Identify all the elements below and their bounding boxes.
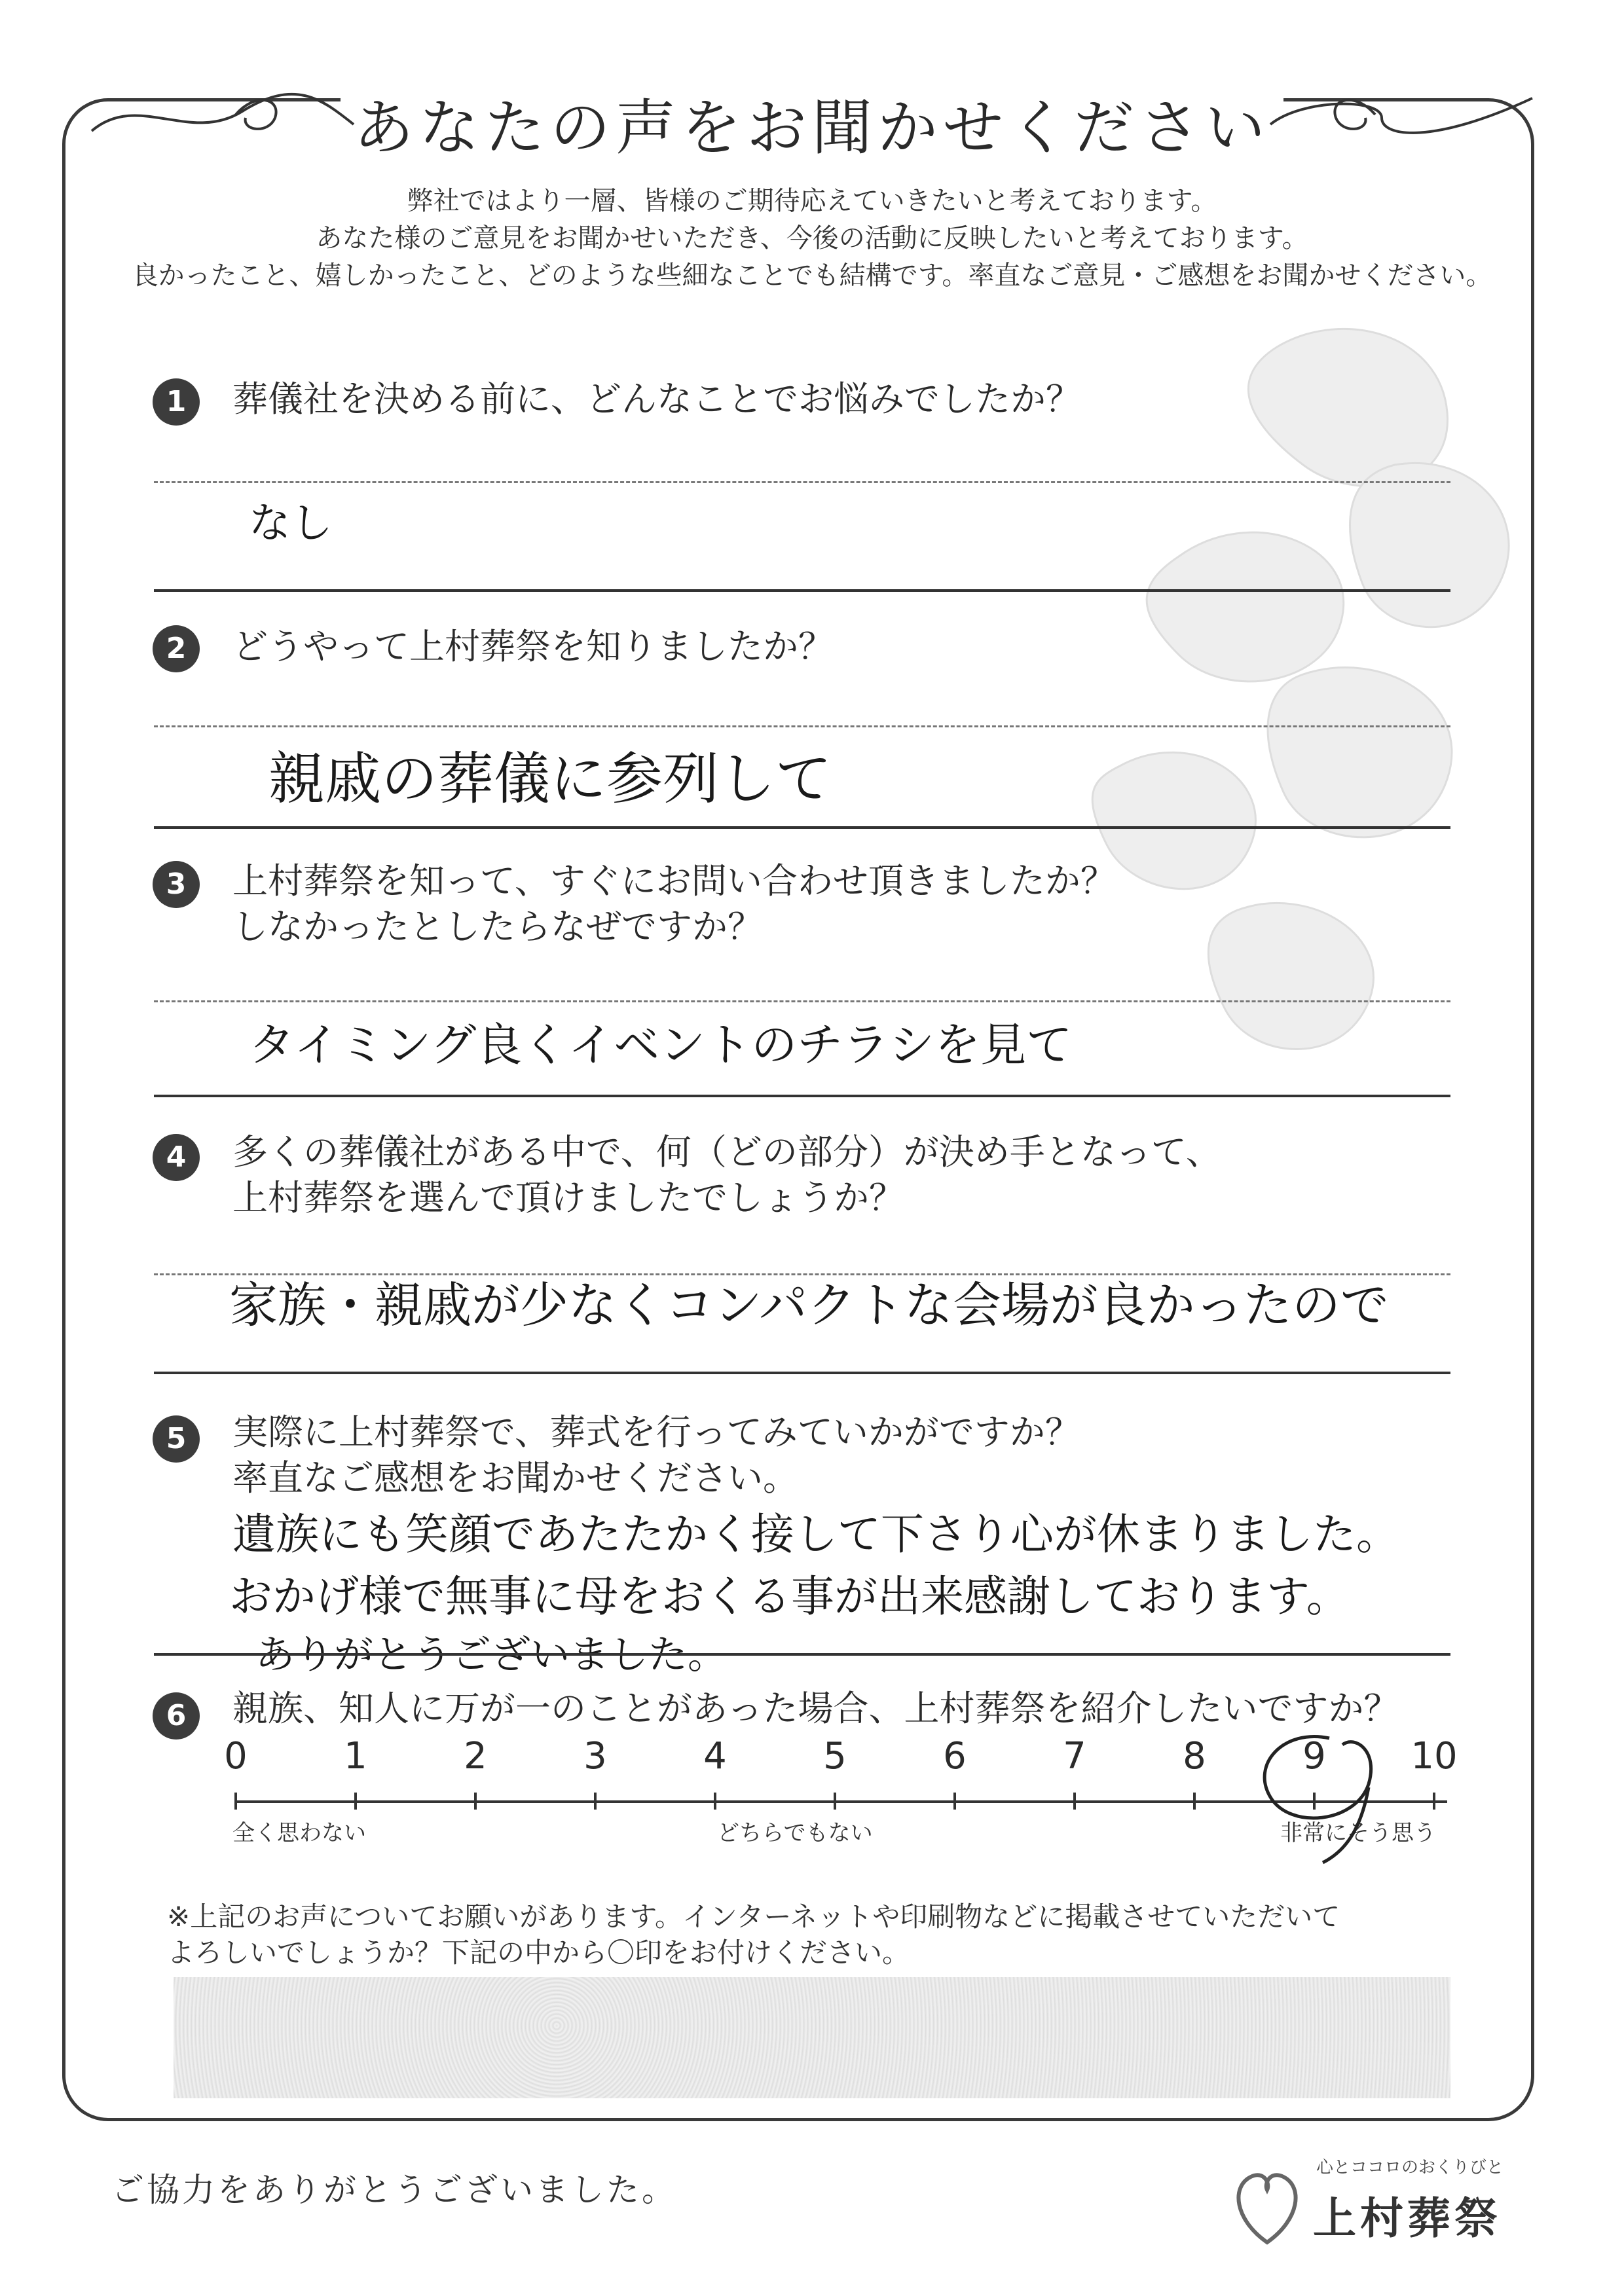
logo-tagline: 心とココロのおくりびと — [1316, 2158, 1504, 2178]
intro-line-2: あなた様のご意見をお聞かせいただき、今後の活動に反映したいと考えております。 — [316, 223, 1308, 253]
question-1-text: 葬儀社を決める前に、どんなことでお悩みでしたか？ — [232, 378, 1081, 420]
section-divider — [154, 1095, 1450, 1097]
question-4-text-line-2: 上村葬祭を選んで頂けましたでしょうか？ — [232, 1177, 904, 1218]
scale-number: 8 — [1183, 1735, 1206, 1777]
scale-tick — [234, 1793, 237, 1810]
intro-line-1: 弊社ではより一層、皆様のご期待応えていきたいと考えております。 — [407, 186, 1217, 216]
answer-guide-line — [154, 725, 1450, 727]
heart-logo-icon — [1228, 2160, 1306, 2252]
question-4-text-line-1: 多くの葬儀社がある中で、何（どの部分）が決め手となって、 — [232, 1131, 1221, 1173]
answer-1-text: なし — [249, 500, 333, 548]
answer-5-line-3: ありがとうございました。 — [255, 1632, 727, 1678]
scale-tick — [1193, 1793, 1196, 1810]
scale-tick — [354, 1793, 357, 1810]
scale-number: 4 — [703, 1735, 727, 1777]
answer-2-text: 親戚の葬儀に参列して — [268, 746, 832, 812]
question-6-text: 親族、知人に万が一のことがあった場合、上村葬祭を紹介したいですか？ — [232, 1688, 1399, 1729]
question-number-4: 4 — [153, 1134, 200, 1181]
scale-tick — [1073, 1793, 1076, 1810]
scale-tick — [834, 1793, 836, 1810]
scale-label-right: 非常にそう思う — [1280, 1820, 1436, 1846]
intro-line-3: 良かったこと、嬉しかったこと、どのような些細なことでも結構です。率直なご意見・ご感想をお聞かせください。 — [132, 261, 1492, 291]
section-divider — [154, 589, 1450, 592]
section-divider — [154, 1372, 1450, 1374]
question-number-5: 5 — [153, 1415, 200, 1463]
answer-guide-line — [154, 1000, 1450, 1002]
scale-tick — [953, 1793, 956, 1810]
consent-note-line-1: ※上記のお声についてお願いがあります。インターネットや印刷物などに掲載させていただいて — [167, 1901, 1340, 1933]
scale-number: 5 — [823, 1735, 847, 1777]
question-number-3: 3 — [153, 861, 200, 908]
scale-label-middle: どちらでもない — [717, 1820, 873, 1846]
scale-number: 6 — [943, 1735, 967, 1777]
scale-number: 10 — [1411, 1735, 1458, 1777]
question-number-2: 2 — [153, 625, 200, 672]
answer-guide-line — [154, 481, 1450, 483]
question-2-text: どうやって上村葬祭を知りましたか？ — [232, 626, 834, 667]
consent-selection-area — [174, 1977, 1450, 2098]
selected-rating-circle — [1244, 1725, 1395, 1876]
scale-tick — [1433, 1793, 1435, 1810]
answer-4-text: 家族・親戚が少なくコンパクトな会場が良かったので — [229, 1277, 1389, 1334]
section-divider — [154, 826, 1450, 829]
question-number-6: 6 — [153, 1692, 200, 1740]
section-divider — [154, 1653, 1450, 1656]
question-5-text-line-2: 率直なご感想をお聞かせください。 — [232, 1457, 798, 1499]
thanks-message: ご協力をありがとうございました。 — [111, 2171, 677, 2209]
question-5-text-line-1: 実際に上村葬祭で、葬式を行ってみていかがですか？ — [232, 1412, 1080, 1453]
question-3-text-line-2: しなかったとしたらなぜですか？ — [232, 906, 763, 947]
scale-number: 7 — [1063, 1735, 1086, 1777]
scale-number: 0 — [224, 1735, 248, 1777]
page-title: あなたの声をお聞かせください — [353, 93, 1270, 163]
scale-number: 9 — [1302, 1735, 1326, 1777]
scale-number: 1 — [344, 1735, 367, 1777]
scale-label-left: 全く思わない — [232, 1820, 366, 1846]
answer-5-line-2: おかげ様で無事に母をおくる事が出来感謝しております。 — [229, 1571, 1350, 1622]
answer-5-line-1: 遺族にも笑顔であたたかく接して下さり心が休まりました。 — [232, 1509, 1399, 1559]
scale-tick — [594, 1793, 597, 1810]
scale-tick — [474, 1793, 477, 1810]
answer-3-text: タイミング良くイベントのチラシを見て — [249, 1018, 1073, 1072]
question-3-text-line-1: 上村葬祭を知って、すぐにお問い合わせ頂きましたか？ — [232, 860, 1116, 902]
scale-tick — [714, 1793, 716, 1810]
consent-note-line-2: よろしいでしょうか？下記の中から〇印をお付けください。 — [167, 1937, 910, 1969]
scale-number: 2 — [464, 1735, 487, 1777]
scale-number: 3 — [583, 1735, 607, 1777]
logo-company-name: 上村葬祭 — [1313, 2193, 1502, 2244]
question-number-1: 1 — [153, 378, 200, 426]
